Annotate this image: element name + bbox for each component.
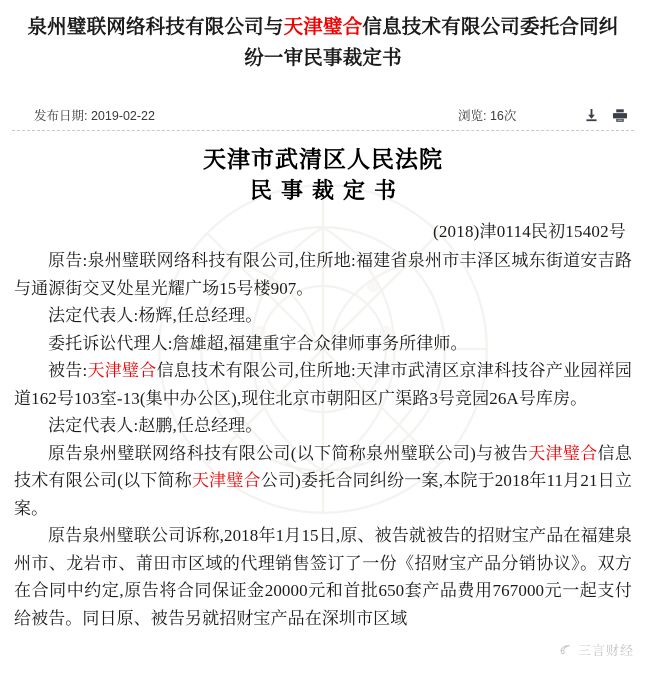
court-name: 天津市武清区人民法院 [203,147,443,172]
paragraph-defendant-legal-rep [14,412,632,440]
paragraph-run: 原告:泉州璧联网络科技有限公司,住所地:福建省泉州市丰泽区城东街道安吉路与通源街交叉处星光耀广场15号楼907。 [14,251,632,298]
paragraph-run: 天津璧合 [528,443,598,463]
paragraph-run: 信息技术有限公司,住所地:天津市武清区京津科技谷产业园祥园道162号103室-13(集中办公区),现住北京市朝阳区广渠路3号竞园26A号库房。 [14,361,632,408]
paragraph-run: 法定代表人:杨辉,任总经理。 [48,306,263,325]
printer-icon[interactable] [612,108,628,123]
document-body [0,145,646,632]
paragraph-plaintiff-legal-rep [14,302,632,330]
paragraph-run: 被告: [48,361,88,380]
page-title [0,0,646,74]
paragraph-run: 原告泉州璧联公司诉称,2018年1月15日,原、被告就被告的招财宝产品在福建泉州市、龙岩市、莆田市区域的代理销售签订了一份《招财宝产品分销协议》。双方在合同中约定,原告将合同保证金20000元和首批650套产品费用767000元一起支付给被告。同日原、被告另就招财宝产品在深圳市区域 [14,526,632,628]
paragraph-run: 法定代表人:赵鹏,任总经理。 [48,416,263,435]
paragraph-run: 信息技术有限公司(以下简称 [14,443,632,490]
paragraph-case-filing [14,440,632,523]
case-number: (2018)津0114民初15402号 [433,222,626,241]
paragraph-run: 委托诉讼代理人:詹雄超,福建重宇合众律师事务所律师。 [48,333,468,353]
page-title-highlight: 天津璧合 [283,16,363,38]
publish-date-label: 发布日期: [34,109,88,123]
paragraph-plaintiff-claim [14,522,632,632]
meta-actions [584,108,628,123]
paragraph-plaintiff-attorney [14,330,632,358]
watermark-text: 三言财经 [577,643,634,658]
download-icon[interactable] [584,108,599,123]
view-count [458,106,516,124]
paragraph-plaintiff [14,247,632,302]
paragraph-run: 原告泉州璧联网络科技有限公司(以下简称泉州璧联公司)与被告 [48,443,529,463]
paragraph-list [14,247,632,632]
watermark-logo-icon [559,643,574,656]
source-watermark [559,640,634,659]
page-title-part2: 信息技术有限公司委托合同纠纷一审民事裁定书 [244,16,619,69]
paragraph-run: 公司)委托合同纠纷一案,本院于2018年11月21日立案。 [14,471,632,518]
page-title-part1: 泉州璧联网络科技有限公司与 [27,16,284,38]
publish-date-value: 2019-02-22 [90,109,155,123]
meta-bar [12,100,634,130]
document-kind: 民事裁定书 [249,178,405,203]
publish-date [34,106,155,124]
paragraph-defendant [14,357,632,412]
view-count-value: 16次 [489,109,517,123]
meta-divider [12,130,634,131]
paragraph-run: 天津璧合 [191,471,261,490]
paragraph-run: 天津璧合 [87,361,157,380]
view-count-label: 浏览: [458,109,487,123]
